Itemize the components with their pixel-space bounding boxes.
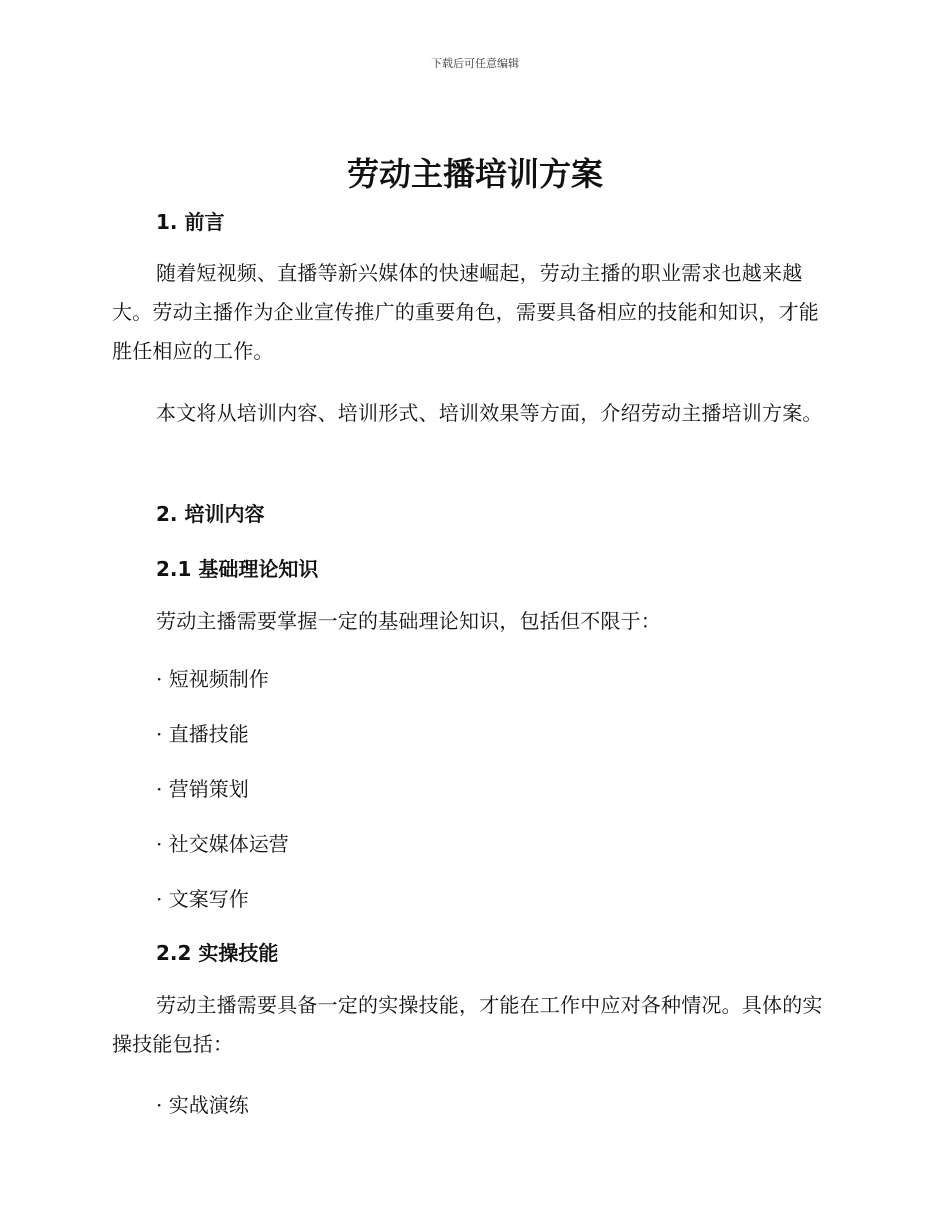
list-item: · 营销策划 [156,777,249,801]
list-item: · 短视频制作 [156,667,269,691]
section-heading-preface: 1. 前言 [156,210,225,234]
preface-paragraph-2: 本文将从培训内容、培训形式、培训效果等方面，介绍劳动主播培训方案。 [156,401,823,425]
list-item: · 文案写作 [156,887,249,911]
section-heading-theory: 2.1 基础理论知识 [156,557,319,581]
list-item: · 社交媒体运营 [156,832,289,856]
preface-paragraph-1: 随着短视频、直播等新兴媒体的快速崛起，劳动主播的职业需求也越来越大。劳动主播作为企业宣传推广的重要角色，需要具备相应的技能和知识，才能胜任相应的工作。 [112,261,819,363]
section-heading-content: 2. 培训内容 [156,502,265,526]
theory-intro: 劳动主播需要掌握一定的基础理论知识，包括但不限于： [156,609,661,633]
list-item: · 直播技能 [156,722,249,746]
header-note: 下载后可任意编辑 [431,57,519,70]
list-item: · 实战演练 [156,1093,249,1117]
section-heading-practice: 2.2 实操技能 [156,941,279,965]
document-title: 劳动主播培训方案 [346,155,603,193]
practice-intro: 劳动主播需要具备一定的实操技能，才能在工作中应对各种情况。具体的实操技能包括： [112,993,823,1056]
